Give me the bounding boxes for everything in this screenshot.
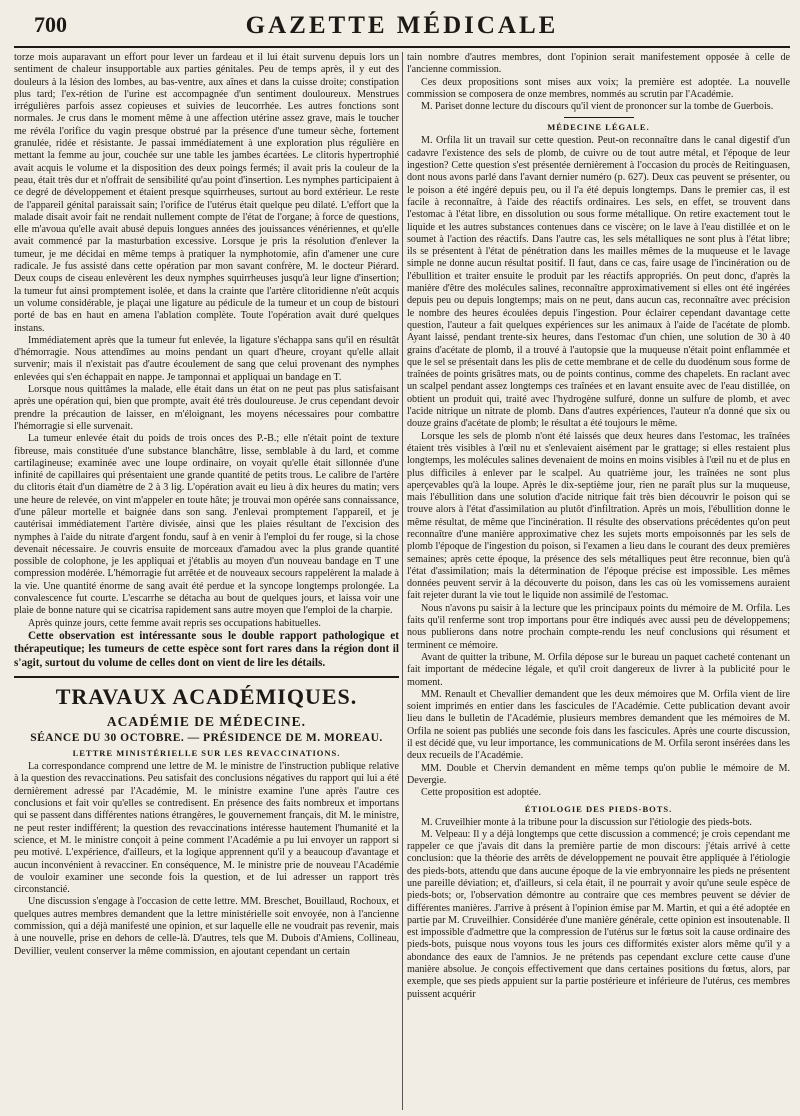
paragraph: Avant de quitter la tribune, M. Orfila dépose sur le bureau un paquet cacheté contenant un fait important de médecine légale, et qu'il croit dangereux de livrer à la publicité pour le moment. <box>407 651 790 688</box>
legal-subhead: MÉDECINE LÉGALE. <box>547 122 650 133</box>
paragraph: M. Orfila lit un travail sur cette question. Peut-on reconnaître dans le canal digestif d'un cadavre l'existence des sels de plomb, de cuivre ou de tout autre métal, et l'époque de leur ingestion? Cette question s'est présentée dernièrement à l'occasion du procès de Reitinguasen, dont nous avons parlé dans l'avant dernier numéro (p. 627). Deux cas peuvent se présenter, ou le poison a été ingéré depuis peu, ou il l'a été depuis longtemps. Dans le premier cas, il est facile à reconnaître, à l'aide des réactifs ordinaires. Les sels, en effet, se trouvent dans l'estomac à l'état libre, en dissolution ou sous forme métallique. On retire exactement tout le liquide et les autres substances contenues dans ce viscère; on le lave à l'eau distillée et on le soumet à l'action des réactifs. Dans l'autre cas, les sels métalliques ne sont plus à l'état libre; ils se présentent à l'état de pénétration dans les mailles mêmes de la muqueuse et le lavage simple ne donne aucun résultat positif. Il faut, dans ce cas, faire usage de l'incinération ou de l'ébullition et traiter ensuite le produit par les réactifs appropriés. On peut donc, d'après la manière d'être des molécules salines, reconnaître approximativement si elles ont été ingérées depuis peu ou depuis longtemps; mais on ne peut, dans aucun cas, reconnaître avec précision le nombre des heures écoulées depuis l'ingestion. Pour éclairer cependant davantage cette question, l'auteur a fait quelques expériences sur les animaux à l'aide de l'acétate de plomb. Ayant laissé, pendant trente-six heures, dans l'estomac d'un chien, une solution de 30 à 40 grains d'acétate de plomb, il a trouvé à l'autopsie que la muqueuse n'était point enflammée et que le sel se présentait dans les plis de cette membrane et de celle du duodénum sous forme de traînées de points grisâtres mats, ou de points continus, comme des chapelets. En raclant avec un scalpel pendant assez longtemps ces traînées et en lavant ensuite avec de l'eau distillée, on obtient un produit qui, traité avec l'hydrogène sulfuré, donne un sulfure de plomb, et avec l'acide nitrique un nitrate de plomb. Dans d'autres expériences, l'auteur n'a donné que six ou douze grains d'acétate de plomb; le résultat a été toujours le même. <box>407 135 790 430</box>
paragraph: Cette proposition est adoptée. <box>421 787 541 799</box>
paragraph: Lorsque les sels de plomb n'ont été laissés que deux heures dans l'estomac, les traînées étaient très visibles à l'œil nu et s'enlevaient aisément par le grattage; si elles restaient plus longtemps, les molécules salines devenaient de moins en moins visibles à l'œil nu et de plus en plus difficiles à enlever par le scalpel. Au quatrième jour, les traînées ne sont plus aperçevables qu'à la loupe. Après le dix-septième jour, rien ne paraît plus sur la muqueuse, mais l'ébullition dans une solution d'acide nitrique fait très bien découvrir le poison qui se trouve alors à l'état d'assimilation au plutôt d'infiltration. Après un mois, l'ébullition donne le même résultat, de même que l'incinération. Il résulte des observations précédentes qu'on peut reconnaître d'une manière approximative chez les sujets morts empoisonnés par les sels de plomb l'époque de l'ingestion du poison, si l'examen a lieu dans le courant des deux premières semaines; après cette époque, la présence des sels métalliques peut être reconnue, bien qu'à l'état d'assimilation; mais la détermination de l'époque précise est impossible. Les mêmes données peuvent servir à la découverte du poison, dans les cas où les vomissemens auraient fait rejeter durant la vie tout le liquide non assimilé de l'estomac. <box>407 430 790 602</box>
left-column <box>14 52 399 1110</box>
page-number: 700 <box>34 12 67 37</box>
paragraph: torze mois auparavant un effort pour lever un fardeau et il lui était survenu depuis lors un sentiment de chaleur insupportable aux parties génitales. Peu de temps après, il y eut des douleurs à la lésion des lombes, au bas-ventre, aux aînes et dans la cuisse droite; constipation plus tard; l'ex-rétion de l'urine est accompagnée d'un sentiment douloureux. Menstrues irrégulières parfois assez copieuses et suivies de leucorrhée. Les autres fonctions sont normales. Je crus dans le moment même à une affection utérine assez grave, mais le toucher me révéla l'orifice du vagin presque obstrué par la présence d'une tumeur sèche, fortement granulée, ridée et résistante. Je passai immédiatement à une exploration plus régulière en mettant la femme au jour, couchée sur une table les jambes écartées. Le clitoris hypertrophié avait acquis le volume et la disposition des deux poings fermés; il avait pris la couleur de la peau, était très dur et n'offrait de sensibilité qu'au point d'insertion. Les nymphes participaient à ce degré de développement et étaient presque squirrheuses, surtout au bord extérieur. Le reste de l'appareil génital paraissait sain; l'orifice de l'utérus était quelque peu dilaté. L'effort que la malade disait avoir fait ne rendait nullement compte de l'état de l'organe; à force de questions, elle m'avoua qu'elle avait abusé depuis longues années des jouissances vénériennes, et qu'elle avait commencé par la masturbation excessive. Lorsque je pris la résolution d'enlever la tumeur, je me décidai en même temps à pratiquer la nymphotomie, afin d'amener une cure radicale. Je fus assisté dans cette opération par mon savant confrère, M. le docteur Piérard. Deux coups de ciseau enlevèrent les deux nymphes squirrheuses jusqu'à leur ligne d'insertion; la tumeur fut ainsi promptement isolée, et dans la crainte que l'artère clitoridienne n'eût acquis un volume considérable, je plaçai une ligature au pédicule de la tumeur et un coup de bistouri porté de bas en haut en amena l'ablation complète. Toute l'opération avait duré quelques instans. <box>14 52 399 334</box>
small-divider <box>564 117 634 118</box>
column-divider <box>402 52 403 1110</box>
letter-subhead: LETTRE MINISTÉRIELLE SUR LES REVACCINATIONS. <box>72 748 341 759</box>
section-subtitle: ACADÉMIE DE MÉDECINE. <box>106 714 307 730</box>
bold-conclusion: Cette observation est intéressante sous le double rapport pathologique et thérapeutique; les tumeurs de cette espèce sont fort rares dans la région dont il s'agit, surtout du volume de celles dont on vient de lire les détails. <box>14 629 399 669</box>
paragraph: Après quinze jours, cette femme avait repris ses occupations habituelles. <box>28 617 321 629</box>
masthead: GAZETTE MÉDICALE <box>245 12 559 39</box>
etiology-subhead: ÉTIOLOGIE DES PIEDS-BOTS. <box>524 803 673 814</box>
paragraph: La tumeur enlevée était du poids de trois onces des P.-B.; elle n'était point de texture fibreuse, mais constituée d'une substance blanchâtre, lisse, semblable à du lard, et comme cartilagineuse; examinée avec une loupe ordinaire, on voyait qu'elle était sillonnée d'une infinité de capillaires qui présentaient une grande quantité de petits trous. Le calibre de l'artère du clitoris était d'un diamètre de 2 à 3 lig. L'opération avait eu lieu à dix heures du matin; vers une heure de relevée, on vint m'appeler en toute hâte; je trouvai mon opérée sans connaissance, d'une pâleur mortelle et baignée dans son sang. J'enlevai promptement l'appareil, et je cautérisai immédiatement l'artère divisée, ainsi que les plaies résultant de l'excision des nymphes à l'aide du nitrate d'argent fondu, sauf à en venir à l'emploi du fer rouge, si la chose devenait nécessaire. Je couvris ensuite de morceaux d'amadou avec la plus grande quantité possible de colophone, je les appliquai et j'établis au moyen d'un nouveau bandage en T une compression modérée. L'hémorragie fut arrêtée et de nouveaux secours rappelèrent la malade à la vie. Une quantité énorme de sang avait été perdue et la syncope longtemps prolongée. La convalescence fut courte. L'escarrhe se détacha au bout de quelques jours, et laissa voir une plaie de bonne nature qui se cicatrisa rapidement sans autre moyen que l'emploi de la charpie. <box>14 433 399 617</box>
paragraph: M. Cruveilhier monte à la tribune pour la discussion sur l'étiologie des pieds-bots. <box>421 816 752 828</box>
paragraph: tain nombre d'autres membres, dont l'opinion serait manifestement opposée à celle de l'ancienne commission. <box>407 52 790 76</box>
right-column <box>407 52 790 1110</box>
paragraph: Nous n'avons pu saisir à la lecture que les principaux points du mémoire de M. Orfila. Les faits qu'il renferme sont trop importans pour être indiqués avec aussi peu de développemens; nous publierons dans notre prochain compte-rendu les neuf conclusions qui résument et terminent ce mémoire. <box>407 602 790 651</box>
paragraph: MM. Double et Chervin demandent en même temps qu'on publie le mémoire de M. Devergie. <box>407 762 790 786</box>
paragraph: Une discussion s'engage à l'occasion de cette lettre. MM. Breschet, Bouillaud, Rochoux, et quelques autres membres demandent que la lettre ministérielle soit envoyée, non à l'ancienne commission, qui a déjà manifesté une opinion, et sur laquelle elle ne voudrait pas revenir, mais à une nouvelle, prise en dehors de celle-là. D'autres, tels que M. Dubois d'Amiens, Collineau, Devillier, veulent conserver la même commission, en ajoutant cependant un certain <box>14 896 399 957</box>
paragraph: MM. Renault et Chevallier demandent que les deux mémoires que M. Orfila vient de lire soient imprimés en entier dans les fascicules de l'Académie. Cette publication devant avoir lieu dans le bulletin de l'Académie, plusieurs membres demandent que les mémoires de M. Orfila ne soient pas publiés une seconde fois dans les fascicules. Après une courte discussion, il est décidé que, vu leur importance, les communications de M. Orfila seront insérées dans les deux recueils de l'Académie. <box>407 688 790 762</box>
paragraph: Ces deux propositions sont mises aux voix; la première est adoptée. La nouvelle commission se composera de onze membres, nommés au scrutin par l'Académie. <box>407 76 790 100</box>
seance-line: SÉANCE DU 30 OCTOBRE. — PRÉSIDENCE DE M. MOREAU. <box>30 732 383 745</box>
paragraph: M. Pariset donne lecture du discours qu'il vient de prononcer sur la tombe de Guerbois. <box>421 101 774 113</box>
paragraph: Lorsque nous quittâmes la malade, elle était dans un état on ne peut pas plus satisfaisant après une opération qui, bien que prompte, avait été très douloureuse. Je crus cependant devoir prendre la précaution de laisser, en m'éloignant, les moyens nécessaires pour combattre l'hémorragie si elle survenait. <box>14 384 399 432</box>
paragraph: La correspondance comprend une lettre de M. le ministre de l'instruction publique relative à la question des revaccinations. Peu satisfait des conclusions négatives du rapport qui lui a été dernièrement adressé par l'Académie, M. le ministre examine l'une après l'autre ces conclusions et fait voir qu'elles se contredisent. En présence des faits nombreux et importans qui se passent dans différentes nations étrangères, le gouvernement français, dit M. le ministre, ne peut rester indifférent; la question des revaccinations intéresse hautement l'humanité et la science, et M. le ministre conçoit à peine comment l'Académie a pu lui envoyer un rapport si peu motivé. L'expérience, d'ailleurs, et la logique apprennent qu'il y a beaucoup d'avantage et aucun inconvénient à revacciner. En conséquence, M. le ministre prie de nouveau l'Académie de vouloir examiner une seconde fois la question, et de lui adresser un rapport très circonstancié. <box>14 761 399 896</box>
columns <box>14 52 790 1110</box>
page-header <box>14 12 790 48</box>
paragraph: Immédiatement après que la tumeur fut enlevée, la ligature s'échappa sans qu'il en résultât d'hémorragie. Nous attendîmes au moins pendant un quart d'heure, croyant qu'elle allait survenir; mais il n'existait pas d'autre écoulement de sang que celui provenant des nymphes enlevées qui s'en échappait en nappe. Je tamponnai et appliquai un bandage en T. <box>14 334 399 383</box>
section-title: TRAVAUX ACADÉMIQUES. <box>55 684 358 710</box>
section-divider <box>14 676 399 678</box>
paragraph: M. Velpeau: Il y a déjà longtemps que cette discussion a commencé; je crois cependant me rappeler ce que j'avais dit dans la première partie de mon discours: j'étais arrivé à cette conclusion: que la théorie des arrêts de développement ne pouvait être appliquée à l'étiologie des pieds-bots, attendu que dans aucune époque de la vie embryonnaire les pieds ne présentent une pareille déviation; et, d'ailleurs, si cela était, il ne pourrait y avoir qu'une seule espèce de pieds-bots; or, l'observation démontre au contraire que ces membres peuvent se dévier de différentes manières. J'arrive à présent à l'opinion émise par M. Martin, et qui a été adoptée en partie par M. Cruveilhier. Considérée d'une manière générale, cette opinion est insoutenable. Il est impossible d'admettre que la compression de l'utérus sur le fœtus soit la cause ordinaire des pieds-bots, puisque nous voyons tous les jours ces difformités exister alors même qu'il y a abondance des eaux de l'amnios. Je ne prétends pas cependant exclure cette cause d'une manière absolue. Je conçois effectivement que dans certaines positions du fœtus, alors, par exemple, que ses pieds appuient sur la partie postérieure et inférieure de l'utérus, ces membres puissent acquérir <box>407 828 790 1000</box>
